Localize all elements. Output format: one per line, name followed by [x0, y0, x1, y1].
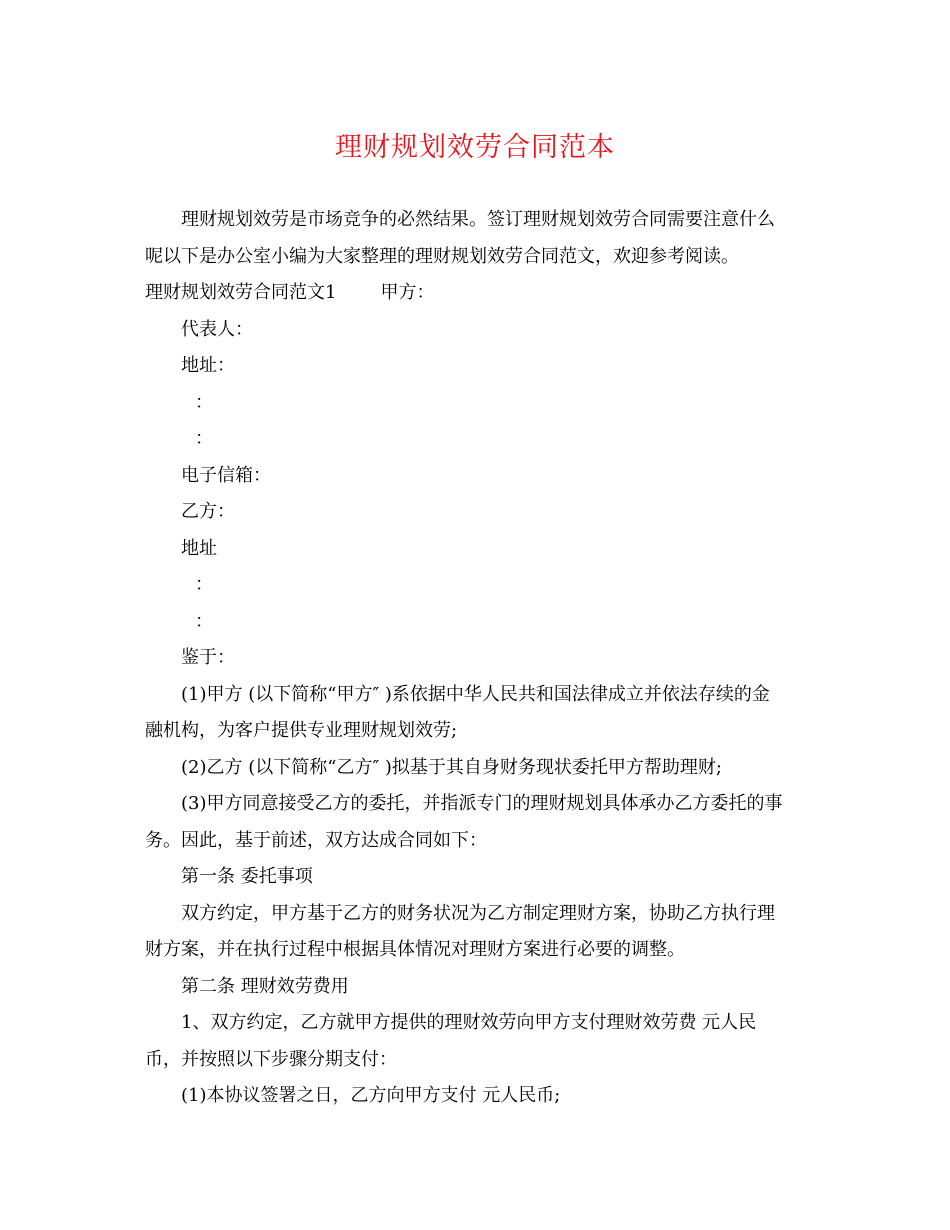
- blank-field-3: ：: [195, 574, 213, 595]
- article-2-item-1-sub-1: (1)本协议签署之日，乙方向甲方支付 元人民币;: [181, 1085, 561, 1106]
- sample-heading-line: [145, 275, 810, 312]
- party-b-label: 乙方：: [181, 501, 235, 522]
- intro-line-2: 呢以下是办公室小编为大家整理的理财规划效劳合同范文，欢迎参考阅读。: [145, 245, 739, 267]
- article-1-heading: 第一条 委托事项: [181, 866, 313, 887]
- email-label: 电子信箱：: [181, 464, 271, 486]
- document-body: [145, 202, 810, 1115]
- clause-3-line-1: (3)甲方同意接受乙方的委托，并指派专门的理财规划具体承办乙方委托的事: [181, 793, 783, 814]
- clause-1-line-1: (1)甲方 (以下简称“甲方″ )系依据中华人民共和国法律成立并依法存续的金: [181, 683, 770, 705]
- article-2-item-1-line-1: 1、双方约定，乙方就甲方提供的理财效劳向甲方支付理财效劳费 元人民: [181, 1012, 757, 1033]
- blank-field-2: ：: [195, 428, 213, 449]
- article-2-heading: 第二条 理财效劳费用: [181, 975, 349, 997]
- clause-3-line-2: 务。因此，基于前述，双方达成合同如下：: [145, 829, 487, 851]
- whereas-label: 鉴于：: [181, 647, 235, 668]
- party-a-label: 甲方：: [380, 282, 435, 303]
- sample-heading: 理财规划效劳合同范文1: [145, 282, 337, 303]
- article-1-line-1: 双方约定，甲方基于乙方的财务状况为乙方制定理财方案，协助乙方执行理: [181, 902, 775, 924]
- document-title: 理财规划效劳合同范本: [335, 132, 615, 163]
- representative-label: 代表人：: [181, 318, 253, 340]
- blank-field-1: ：: [195, 391, 213, 413]
- address-a-label: 地址：: [181, 355, 235, 376]
- intro-line-1: 理财规划效劳是市场竞争的必然结果。签订理财规划效劳合同需要注意什么: [181, 209, 775, 230]
- article-1-line-2: 财方案，并在执行过程中根据具体情况对理财方案进行必要的调整。: [145, 939, 685, 960]
- article-2-item-1-line-2: 币，并按照以下步骤分期支付：: [145, 1048, 397, 1070]
- address-b-label: 地址: [181, 537, 217, 559]
- blank-field-4: ：: [195, 610, 213, 632]
- clause-2: (2)乙方 (以下简称“乙方″ )拟基于其自身财务现状委托甲方帮助理财;: [181, 756, 722, 778]
- clause-1-line-2: 融机构，为客户提供专业理财规划效劳;: [145, 720, 458, 741]
